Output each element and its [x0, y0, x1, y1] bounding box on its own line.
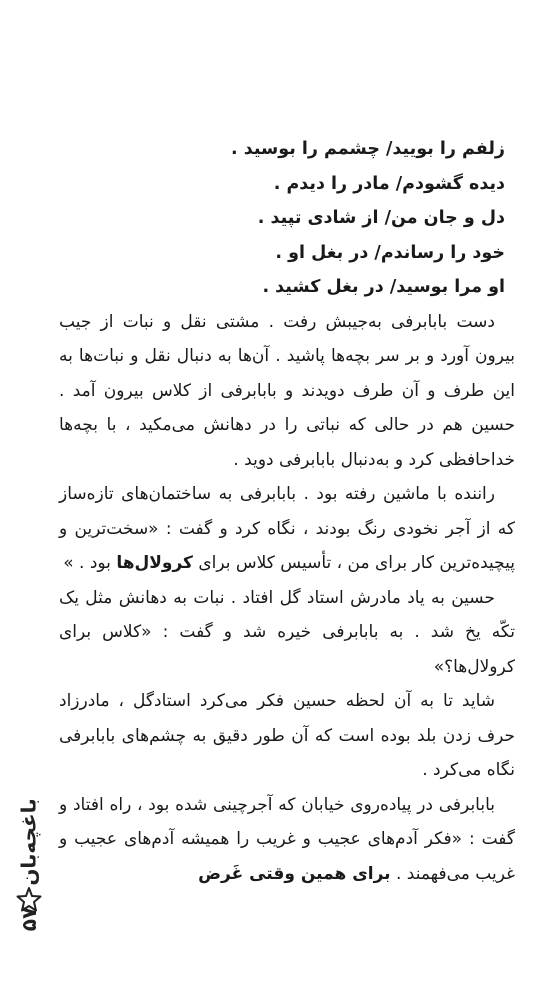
- book-title: باغچه‌بان: [17, 798, 42, 886]
- paragraph: حسین به یاد مادرش استاد گل افتاد . نبات به دهانش مثل یک تکّه یخ شد . به بابابرفی خیره شد و گفت : «کلاس برای کرولال‌ها؟»: [59, 587, 515, 677]
- paragraph: [59, 788, 515, 892]
- poem-line: زلفم را بویید/ چشمم را بوسید .: [231, 139, 505, 159]
- body-text: [59, 132, 515, 891]
- paragraph: شاید تا به آن لحظه حسین فکر می‌کرد استادگل ، مادرزاد حرف زدن بلد بوده است که آن طور دقیق به چشم‌های بابابرفی نگاه می‌کرد .: [59, 691, 515, 780]
- paragraph: [59, 477, 515, 581]
- bold-phrase: برای همین وقتی غَرض: [198, 863, 391, 884]
- paragraph-text: بود . »: [63, 553, 117, 573]
- poem-line: دل و جان من/ از شادی تپید .: [257, 208, 505, 228]
- poem-line: خود را رساندم/ در بغل او .: [275, 242, 505, 263]
- page-number-text: ۵۷: [16, 906, 41, 932]
- bold-term: کرولال‌ها: [116, 553, 193, 573]
- running-header: [12, 792, 46, 892]
- poem-line: او مرا بوسید/ در بغل کشید .: [262, 277, 505, 297]
- page-number: [12, 902, 46, 936]
- poem-line: دیده گشودم/ مادر را دیدم .: [273, 173, 505, 194]
- paragraph-text: بابابرفی در پیاده‌روی خیابان که آجرچینی شده بود ، راه افتاد و گفت : «فکر آدم‌های عجیب و غریب را همیشه آدم‌های عجیب و غریب می‌فهمند .: [59, 794, 515, 884]
- paragraph-text: راننده با ماشین رفته بود . بابابرفی به ساختمان‌های تازه‌ساز که از آجر نخودی رنگ بودند ، نگاه کرد و گفت : «سخت‌ترین و پیچیده‌ترین کار برای من ، تأسیس کلاس برای: [59, 484, 515, 573]
- paragraph: دست بابابرفی به‌جیبش رفت . مشتی نقل و نبات از جیب بیرون آورد و بر سر بچه‌ها پاشید . آن‌ها به دنبال نقل و نبات‌ها به این طرف و آن طرف دویدند و بابابرفی از کلاس بیرون آمد . حسین هم در حالی که نباتی را در دهانش می‌مکید ، با بچه‌ها خداحافظی کرد و به‌دنبال بابابرفی دوید .: [59, 311, 515, 470]
